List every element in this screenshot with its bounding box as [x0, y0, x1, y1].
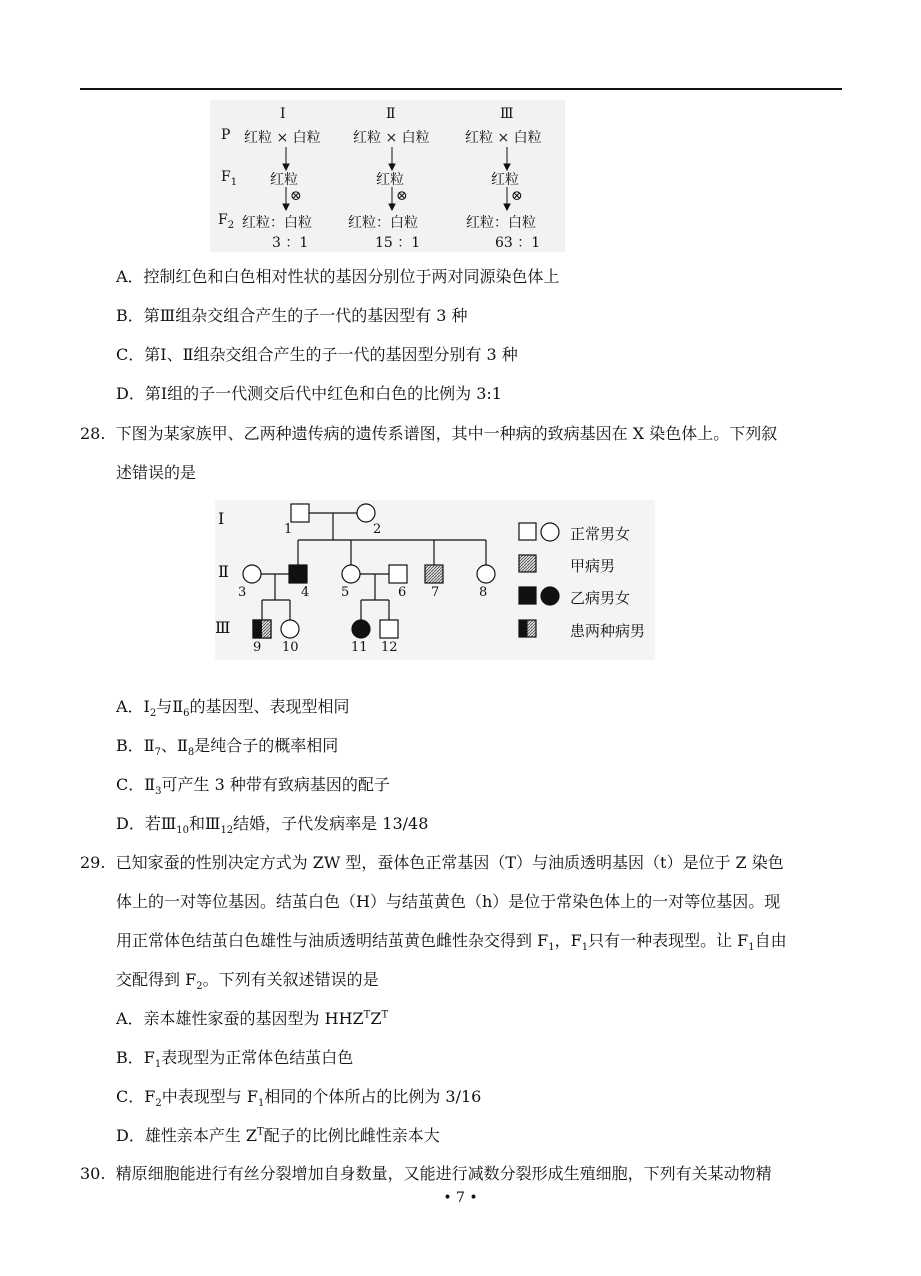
id-10: 10	[282, 640, 299, 655]
row-label-p: P	[221, 127, 231, 143]
q28-number: 28.	[80, 424, 106, 443]
q27-option-d: D．第Ⅰ组的子一代测交后代中红色和白色的比例为 3:1	[116, 384, 502, 403]
q28-option-c: C．$Ⅱ_3$可产生 3 种带有致病基因的配子	[116, 775, 390, 798]
selfing-symbol-3: ⊗	[511, 188, 523, 204]
header-rule	[80, 88, 842, 90]
legend-disease-b: 乙病男女	[570, 589, 631, 607]
individual-II5	[342, 565, 360, 583]
q27-option-b: B．第Ⅲ组杂交组合产生的子一代的基因型有 3 种	[116, 306, 468, 325]
id-8: 8	[479, 585, 488, 600]
q29-stem-line3: 用正常体色结茧白色雄性与油质透明结茧黄色雌性杂交得到 $F_1$，$F_1$只有一种表现型。让 $F_1$自由	[116, 931, 787, 954]
group-2-ratio: 15 ：1	[375, 235, 421, 251]
id-2: 2	[373, 522, 382, 537]
group-2-parents: 红粒 × 白粒	[353, 130, 430, 146]
q29-stem-line4: 交配得到 $F_2$。下列有关叙述错误的是	[116, 970, 379, 993]
individual-III12	[380, 620, 398, 638]
q29-stem-line2: 体上的一对等位基因。结茧白色（H）与结茧黄色（h）是位于常染色体上的一对等位基因。现	[116, 892, 781, 911]
q29-option-d: D．雄性亲本产生 $Z^T$配子的比例比雌性亲本大	[116, 1126, 440, 1145]
q29-stem-line1: 29. 已知家蚕的性别决定方式为 ZW 型，蚕体色正常基因（T）与油质透明基因（t）是位于 Z 染色	[80, 853, 784, 872]
id-9: 9	[253, 640, 262, 655]
group-2-f1: 红粒	[376, 172, 404, 188]
group-3-parents: 红粒 × 白粒	[465, 130, 542, 146]
cross-table-figure	[210, 100, 565, 252]
page-number: • 7 •	[443, 1190, 478, 1206]
selfing-symbol-1: ⊗	[290, 188, 302, 204]
q28-option-a: A．$Ⅰ_2$与$Ⅱ_6$的基因型、表现型相同	[116, 697, 350, 720]
group-3-f1: 红粒	[491, 172, 519, 188]
group-1-f1: 红粒	[270, 172, 298, 188]
row-label-f2: $F_2$	[218, 212, 235, 231]
row-label-f1: $F_1$	[221, 169, 238, 188]
pedigree-figure	[215, 500, 655, 660]
q30-stem-line1: 30. 精原细胞能进行有丝分裂增加自身数量，又能进行减数分裂形成生殖细胞，下列有关某动物精	[80, 1164, 772, 1183]
legend-disease-a-male: 甲病男	[570, 557, 616, 575]
legend-both-diseases-male: 患两种病男	[570, 622, 646, 640]
group-2-numeral: Ⅱ	[386, 106, 396, 122]
id-3: 3	[238, 585, 247, 600]
individual-II3	[243, 565, 261, 583]
q29-option-c: C．$F_2$中表现型与 $F_1$相同的个体所占的比例为 3/16	[116, 1087, 482, 1110]
q27-option-c: C．第Ⅰ、Ⅱ组杂交组合产生的子一代的基因型分别有 3 种	[116, 345, 518, 364]
individual-I2	[357, 504, 375, 522]
q28-option-b: B．$Ⅱ_7$、$Ⅱ_8$是纯合子的概率相同	[116, 736, 339, 759]
generation-I-label: Ⅰ	[218, 509, 225, 528]
individual-II7	[425, 565, 443, 583]
q29-option-b: B．$F_1$表现型为正常体色结茧白色	[116, 1048, 354, 1071]
q28-stem-line2: 述错误的是	[116, 463, 197, 482]
id-12: 12	[381, 640, 398, 655]
generation-III-label: Ⅲ	[215, 618, 231, 637]
group-3-numeral: Ⅲ	[500, 106, 514, 122]
individual-II4	[289, 565, 307, 583]
individual-II6	[389, 565, 407, 583]
q29-number: 29.	[80, 853, 106, 872]
q30-number: 30.	[80, 1164, 106, 1183]
individual-III10	[281, 620, 299, 638]
id-6: 6	[398, 585, 407, 600]
q27-option-a: A．控制红色和白色相对性状的基因分别位于两对同源染色体上	[116, 267, 560, 286]
id-4: 4	[301, 585, 310, 600]
id-11: 11	[351, 640, 368, 655]
individual-I1	[291, 504, 309, 522]
id-7: 7	[431, 585, 440, 600]
group-1-parents: 红粒 × 白粒	[244, 130, 321, 146]
group-3-ratio: 63 ：1	[495, 235, 541, 251]
generation-II-label: Ⅱ	[218, 562, 229, 581]
group-2-f2: 红粒：白粒	[348, 215, 418, 231]
individual-II8	[477, 565, 495, 583]
group-3-f2: 红粒：白粒	[466, 215, 536, 231]
legend-normal: 正常男女	[570, 525, 631, 543]
q28-stem-line1: 28. 下图为某家族甲、乙两种遗传病的遗传系谱图，其中一种病的致病基因在 X 染色体上。下列叙	[80, 424, 778, 443]
id-1: 1	[284, 522, 293, 537]
q28-option-d: D．若$Ⅲ_{10}$和$Ⅲ_{12}$结婚，子代发病率是 13/48	[116, 814, 429, 837]
group-1-f2: 红粒：白粒	[242, 215, 312, 231]
id-5: 5	[341, 585, 350, 600]
q29-option-a: A．亲本雄性家蚕的基因型为 $HHZ^TZ^T$	[116, 1009, 389, 1028]
group-1-numeral: Ⅰ	[280, 106, 286, 122]
selfing-symbol-2: ⊗	[396, 188, 408, 204]
individual-III11	[352, 620, 370, 638]
group-1-ratio: 3 ：1	[272, 235, 309, 251]
